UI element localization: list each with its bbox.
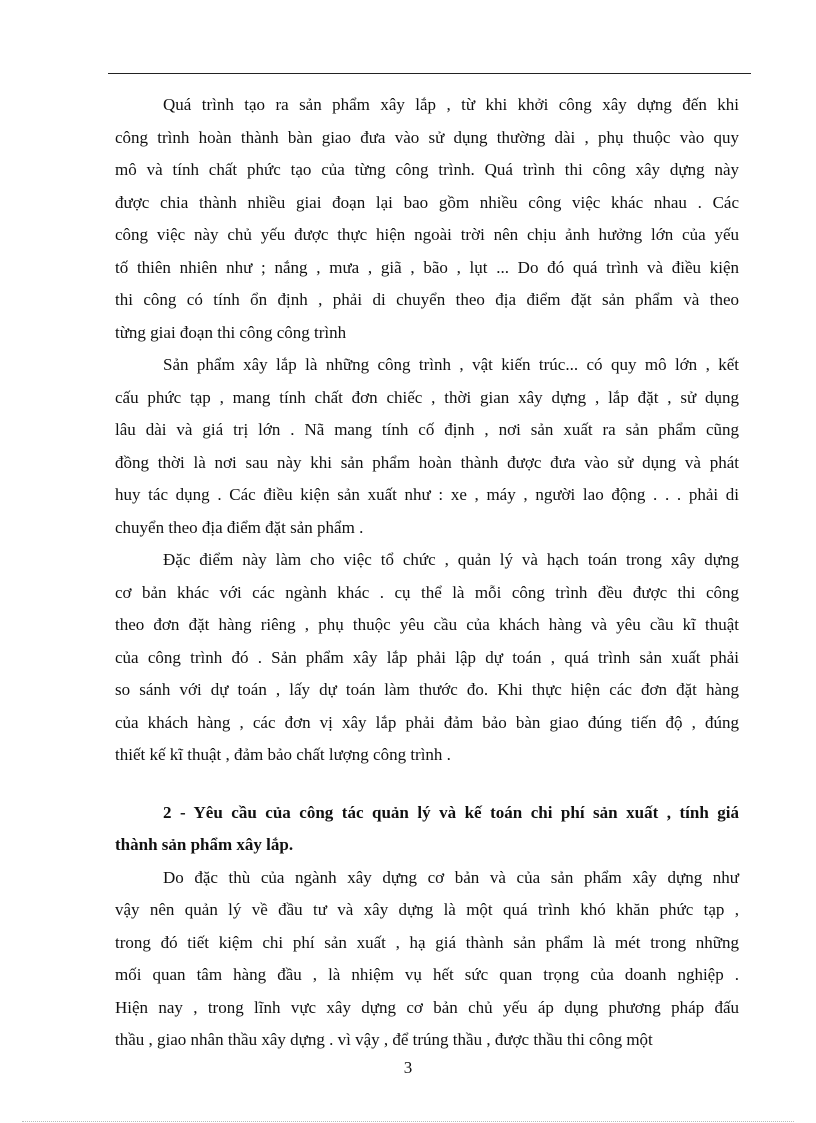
text-line: đồng thời là nơi sau này khi sản phẩm hoàn thành được đưa vào sử dụng và phát — [115, 452, 739, 472]
text-line: chuyển theo địa điểm đặt sản phẩm . — [115, 517, 364, 537]
page-number: 3 — [403, 1058, 413, 1077]
page-bottom-border — [22, 1121, 794, 1122]
text-line: mô và tính chất phức tạo của từng công trình. Quá trình thi công xây dựng này — [115, 160, 739, 179]
text-line: công việc này chủ yếu được thực hiện ngoài trời nên chịu ảnh hưởng lớn của yếu — [115, 225, 739, 244]
text-line: cấu phức tạp , mang tính chất đơn chiếc , thời gian xây dựng , lắp đặt , sử dụng — [115, 387, 739, 407]
text-line: theo đơn đặt hàng riêng , phụ thuộc yêu cầu của khách hàng và yêu cầu kĩ thuật — [115, 615, 739, 634]
text-line: huy tác dụng . Các điều kiện sản xuất như : xe , máy , người lao động . . . phải di — [115, 485, 739, 504]
text-line: mối quan tâm hàng đầu , là nhiệm vụ hết sức quan trọng của doanh nghiệp . — [115, 965, 739, 984]
document-body — [115, 89, 739, 1057]
text-line: từng giai đoạn thi công công trình — [115, 322, 347, 342]
text-line: của công trình đó . Sản phẩm xây lắp phải lập dự toán , quá trình sản xuất phải — [115, 647, 739, 667]
paragraph-1 — [115, 89, 739, 349]
text-line: Quá trình tạo ra sản phẩm xây lắp , từ khi khởi công xây dựng đến khi — [163, 95, 739, 114]
heading-line: thành sản phẩm xây lắp. — [115, 835, 294, 854]
paragraph-4 — [115, 862, 739, 1057]
text-line: lâu dài và giá trị lớn . Nã mang tính cố định , nơi sản xuất ra sản phẩm cũng — [115, 420, 739, 439]
text-line: Hiện nay , trong lĩnh vực xây dựng cơ bản chủ yếu áp dụng phương pháp đấu — [115, 997, 739, 1017]
section-heading — [115, 797, 739, 862]
text-line: của khách hàng , các đơn vị xây lắp phải đảm bảo bàn giao đúng tiến độ , đúng — [115, 712, 739, 732]
text-line: vậy nên quản lý về đầu tư và xây dựng là một quá trình khó khăn phức tạp , — [115, 900, 739, 919]
header-rule — [108, 73, 751, 74]
text-line: được chia thành nhiều giai đoạn lại bao gồm nhiều công việc khác nhau . Các — [115, 192, 739, 212]
text-line: cơ bản khác với các ngành khác . cụ thể là mỗi công trình đều được thi công — [115, 582, 739, 602]
text-line: Sản phẩm xây lắp là những công trình , vật kiến trúc... có quy mô lớn , kết — [163, 355, 739, 374]
text-line: thiết kế kĩ thuật , đảm bảo chất lượng công trình . — [115, 745, 451, 764]
text-line: Đặc điểm này làm cho việc tổ chức , quản lý và hạch toán trong xây dựng — [163, 550, 739, 569]
text-line: so sánh với dự toán , lấy dự toán làm thước đo. Khi thực hiện các đơn đặt hàng — [115, 680, 739, 699]
text-line: trong đó tiết kiệm chi phí sản xuất , hạ giá thành sản phẩm là mét trong những — [115, 932, 739, 952]
text-line: Do đặc thù của ngành xây dựng cơ bản và của sản phẩm xây dựng như — [163, 867, 739, 887]
text-line: thầu , giao nhân thầu xây dựng . vì vậy , để trúng thầu , được thầu thi công một — [115, 1030, 653, 1049]
heading-line: 2 - Yêu cầu của công tác quản lý và kế toán chi phí sản xuất , tính giá — [163, 802, 739, 822]
text-line: công trình hoàn thành bàn giao đưa vào sử dụng thường dài , phụ thuộc vào quy — [115, 127, 739, 147]
text-line: thi công có tính ổn định , phải di chuyển theo địa điểm đặt sản phẩm và theo — [115, 290, 739, 309]
paragraph-3 — [115, 544, 739, 772]
paragraph-2 — [115, 349, 739, 544]
text-line: tố thiên nhiên như ; nắng , mưa , giã , bão , lụt ... Do đó quá trình và điều kiện — [115, 257, 739, 277]
